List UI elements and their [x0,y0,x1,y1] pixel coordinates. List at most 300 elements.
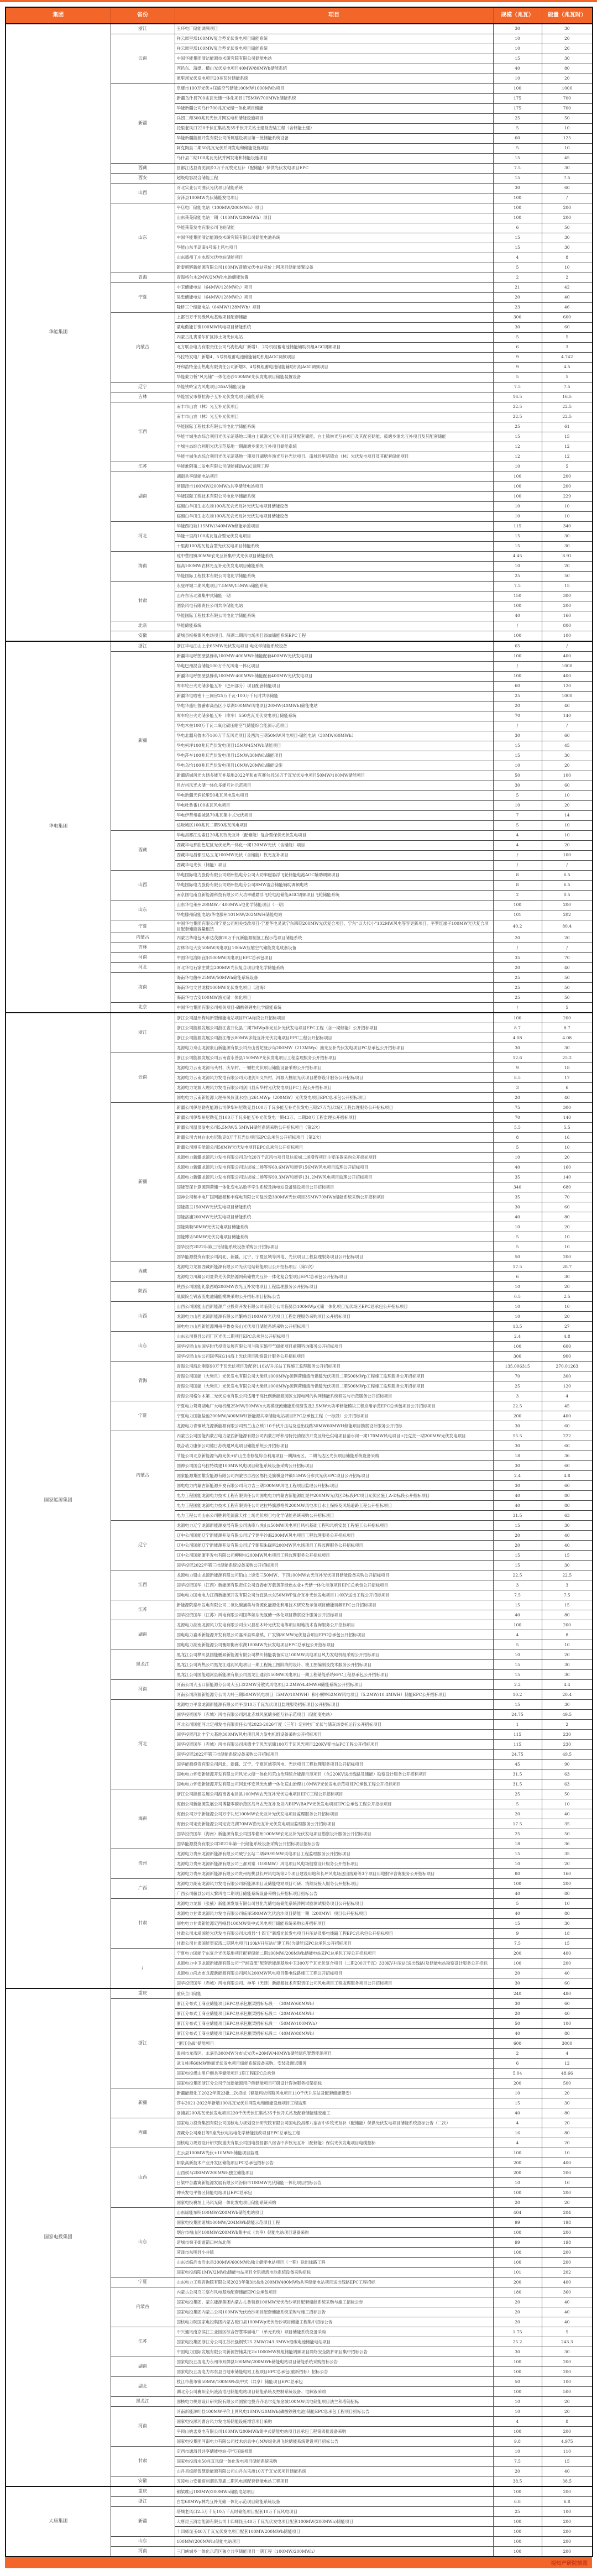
capacity-cell: 2.4 [493,1471,542,1481]
project-cell: 酒泉风电有限责任公司共享储能电站 [175,601,493,611]
project-cell: 国华投资河北丰宁大基地300MW风电项目风力发电机组设备采购公开招标项目 [175,1730,493,1740]
project-cell: 大唐昆玉清洁能源有限公司十四师昆玉40万千瓦光伏发电项目配套100MW(200MWh)储能项目 [175,2517,493,2527]
capacity-cell: 18 [493,1839,542,1849]
project-cell: 国家电投集团浙江分公司江苏长强钢铁25.2MW/243.3MWh铅碳电池储能电站项目 [175,2337,493,2347]
province-cell: 黑龙江 [111,2397,175,2407]
province-cell: 宁夏 [111,2277,175,2287]
energy-cell: 200 [542,1252,593,1262]
province-cell: 重庆 [111,2486,175,2497]
capacity-cell: 25 [493,993,542,1003]
project-cell: 湖南共享储能电站项目 [175,472,493,482]
capacity-cell: 200 [493,2277,542,2287]
capacity-cell: 22.5 [493,402,542,412]
energy-cell: 4.8 [542,1471,593,1481]
energy-cell: 60 [542,1441,593,1451]
project-cell: 浙江公司温州梅屿新型储能电站项目PCA标段公开招标项目 [175,1013,493,1023]
capacity-cell: 17.5 [493,1819,542,1829]
energy-cell: 300 [542,1103,593,1113]
project-cell: 山西侯马200MW200MWh独立储能项目 [175,2168,493,2178]
project-cell: 国家电投五凌电力祁东县白地市储能电站工程项目EPC总承包(重新招标）招标公告 [175,2367,493,2377]
capacity-cell: 15 [493,154,542,164]
energy-cell: 100 [542,771,593,781]
energy-cell: 200 [542,2486,593,2497]
energy-cell: 20 [542,562,593,572]
project-cell: 国华投资2022年第三批储能系统设备采购公开招标项目 [175,1242,493,1252]
energy-cell: 10 [542,1302,593,1312]
province-cell: 甘肃 [111,2447,175,2476]
energy-cell: 25.2 [542,1053,593,1063]
energy-cell: 400 [542,1411,593,1421]
energy-cell: 42 [542,283,593,293]
capacity-cell: 35 [493,1172,542,1182]
project-cell: 国电电力甘肃新能源定西岷县100MW集中式风电项目储能系统采购公开招标项目 [175,1919,493,1929]
project-cell: 山东省临沂市沂水县300MW/600MWh独立储能电站项目（一期）送出线路工程 [175,2258,493,2268]
project-cell: 国家电投五凌电力永州市双牌县100MW/200MWh储能电站项目储能系统采购招标公告 [175,2357,493,2367]
energy-cell: 8.7 [542,1023,593,1033]
project-cell: 华电昌都江达索日20兆瓦牧光互补（配储能）复合型保供光伏发电项目 [175,831,493,841]
province-cell: 山西 [111,184,175,203]
table-row [6,1988,593,1999]
energy-cell: 30 [542,542,593,552]
capacity-cell: 175 [493,104,542,114]
project-cell: 华能山东半岛南4号海上风电项目 [175,243,493,253]
energy-cell: 30 [542,233,593,243]
energy-cell: 80.4 [542,920,593,933]
energy-cell: 4.5 [542,363,593,373]
energy-cell: 50 [542,993,593,1003]
province-cell: 辽宁 [111,383,175,392]
energy-cell: 36 [542,1451,593,1461]
energy-cell: 38.5 [542,2476,593,2487]
energy-cell: 15 [542,1551,593,1561]
project-cell: 昌都江达县青泥洞乡3万千瓦牧光互补（配储能）保供光伏发电项目EPC [175,164,493,174]
capacity-cell: 24.75 [493,1750,542,1760]
capacity-cell: 3 [493,1391,542,1401]
energy-cell: 15 [542,1939,593,1949]
energy-cell: 20 [542,841,593,851]
energy-cell: 2.5 [542,1292,593,1302]
capacity-cell: 50 [493,1252,542,1262]
energy-cell: 60 [542,323,593,333]
project-cell: 蒙城县板桥集风电场项目、薛湖二期风电场项目添加储能系统EPC工程 [175,631,493,642]
province-cell: 西藏 [111,164,175,174]
project-cell: 三门峡城乡一体化示范区独立共享储能项目一期工程（100MW/200MWh） [175,2547,493,2557]
province-cell: 内蒙古 [111,1431,175,1521]
energy-cell: 80 [542,1610,593,1620]
energy-cell: 40 [542,2297,593,2307]
capacity-cell: 25 [493,1829,542,1839]
capacity-cell: 10 [493,1222,542,1232]
capacity-cell: 100 [493,84,542,94]
energy-cell: 200 [542,2168,593,2178]
project-cell: 临湘白羊田生态农场100兆瓦农光互补光伏发电项目储能设备 [175,502,493,512]
capacity-cell: 2.4 [493,1332,542,1342]
energy-cell: 40 [542,2307,593,2317]
capacity-cell: 10 [493,2447,542,2457]
storage-projects-table-wrap [5,7,592,2557]
capacity-cell: 20 [493,1968,542,1978]
capacity-cell: 10 [493,2178,542,2188]
project-cell: 国电电力国电电力江西新能源开发有限公司分宜县水东50MWP复合互补光伏发电项目110KV送出工程公开招标项目 [175,1590,493,1600]
energy-cell: 200 [542,2228,593,2238]
capacity-cell: 10 [493,1153,542,1163]
header-province: 省份 [111,7,175,24]
project-cell: 青海公司海北刚察90万千瓦光伏项目及配套110kV升压站工程施工监理服务公开招标项目 [175,1362,493,1371]
project-cell: 国神公司和丰电厂国网能源和丰煤电有限公司复改造300MW光伏项目35MW70MWh储能系统采购公开招标项目 [175,1192,493,1202]
capacity-cell: 30 [493,2347,542,2357]
project-cell: 龙源电力湖南龙源风力发电有限公司永兴县柏木岭光伏发电等项目用地技术咨询服务公开招标项目 [175,1620,493,1630]
capacity-cell: 100 [493,2367,542,2377]
province-cell: 重庆 [111,1988,175,1999]
project-cell: 龙源电力新疆龙源风力发电有限公司乌恰20万千瓦风电项目及达坂城二场增容项目主变压器采购公开招标项目 [175,1153,493,1163]
capacity-cell: 20 [493,293,542,303]
capacity-cell: 20 [493,1809,542,1819]
project-cell: 左云县100MW光伏+10MWh储能项目监理 [175,2148,493,2158]
energy-cell: 10 [542,2148,593,2158]
capacity-cell: 22.5 [493,412,542,422]
energy-cell: 4.4 [542,1680,593,1690]
capacity-cell: 24.75 [493,1710,542,1720]
capacity-cell: 30 [493,731,542,741]
project-cell: 国华投资国华（赤城）风电有限公司河北赤城风氢储多能互补示范项目（储能变电站） [175,1710,493,1720]
energy-cell: 110 [542,2447,593,2457]
capacity-cell: 40 [493,64,542,74]
energy-cell: 200 [542,2248,593,2258]
project-cell: 山东德州丁庄水库光伏电站储能项目 [175,253,493,263]
energy-cell: 61 [542,422,593,432]
energy-cell: 100 [542,2377,593,2387]
capacity-cell: 10 [493,2407,542,2417]
province-cell: 内蒙古 [111,2287,175,2327]
energy-cell: 200 [542,213,593,223]
energy-cell: 202 [542,2268,593,2277]
energy-cell: 10 [542,1143,593,1153]
energy-cell: / [542,641,593,652]
energy-cell: 30 [542,1043,593,1053]
province-cell: 内蒙古 [111,313,175,383]
project-cell: 永登坪城二期风电项目7.5MW/15MWh储能系统 [175,582,493,591]
capacity-cell: 8 [493,871,542,881]
project-cell: 新疆能源化工2022年第23批二次招标（额敏玛依塔斯风电项目110千伏升压站及配套储能建安） [175,2088,493,2098]
province-cell: 甘肃 [111,582,175,621]
capacity-cell: 5 [493,821,542,831]
project-cell: 阳泉高新技术产业开发区储能项目PC总承包招标公告 [175,2158,493,2168]
energy-cell: 3 [542,1580,593,1590]
capacity-cell: 15 [493,741,542,751]
capacity-cell: 40 [493,1212,542,1222]
capacity-cell: 115 [493,1740,542,1750]
project-cell: 南丰市山农（林）光互补光伏项目 [175,402,493,412]
energy-cell: 35 [542,1849,593,1859]
capacity-cell: 10 [493,1312,542,1322]
energy-cell: 100 [542,851,593,861]
capacity-cell: 5.5 [493,1123,542,1133]
project-cell: 浙江分布式工商业储能项目EPC总承包框架招标标段二（20MW/40MWh） [175,2009,493,2019]
province-cell: 新疆 [111,2088,175,2118]
capacity-cell: 40 [493,1610,542,1620]
province-cell: 青海 [111,1362,175,1401]
project-cell: 浙江公司能源发展公司云南省永善县150MWP光伏发电项目工程监理服务公开招标项目 [175,1053,493,1063]
project-cell: 龙源电力中卫龙源新能源有限公司“宁湘直流”配套新能源基地中卫300万千瓦光伏复合项目（二期200万千瓦）330KV升压站(送出线路)及储能电站勘察设计服务公开招标 [175,1959,493,1968]
energy-cell: 300 [542,591,593,601]
project-cell: 库车轮台火光储多能互补（库车）550兆瓦光伏发电项目储能系统 [175,711,493,721]
capacity-cell: 20 [493,2307,542,2317]
group-cell: 华电集团 [6,641,111,1013]
energy-cell: 15 [542,1600,593,1610]
capacity-cell: / [493,662,542,672]
energy-cell: 20 [542,1222,593,1232]
project-cell: 华电乌恰100兆瓦光伏发电项目10MW/20MWh储能设施 [175,761,493,771]
energy-cell: 10 [542,1799,593,1809]
energy-cell: 22.5 [542,1570,593,1580]
energy-cell: 30 [542,1670,593,1680]
capacity-cell: 18 [493,1451,542,1461]
project-cell: 龙源电力山西龙源新能源有限公司繁峙县100MW光伏项目工程监理服务采购项目公开招标项目 [175,1312,493,1322]
energy-cell: 10 [542,791,593,801]
capacity-cell: 15 [493,1521,542,1531]
energy-cell: 200 [542,1879,593,1889]
project-cell: 兵团二师300兆瓦光伏并网发电和储能设施项目 [175,114,493,124]
capacity-cell: 2 [493,891,542,900]
project-cell: 华电滕州储能电站/华电滕州101MW/202MWH储能电站 [175,910,493,920]
project-cell: 河南公司大玉口新能源分公司大玉口22MW分散式风电项目2.2MW/4.4MWH储能系统公开招标项目 [175,1680,493,1690]
project-cell: 浙江分布式工商业储能项目EPC总承包框架招标标段二（40MW/80MWh） [175,2029,493,2039]
capacity-cell: 31.5 [493,1511,542,1521]
province-cell: 北京 [111,1003,175,1013]
energy-cell: 200 [542,203,593,213]
energy-cell: 40 [542,2009,593,2019]
capacity-cell: 1.75 [493,2327,542,2337]
capacity-cell: 100 [493,472,542,482]
project-cell: 中国华电集团有限公司相关项目-磷酸铁锂电化学储能系统 [175,1003,493,1013]
energy-cell: 5 [542,333,593,343]
energy-cell: 4.742 [542,353,593,363]
capacity-cell: 75 [493,1103,542,1113]
project-cell: 华电新疆天润托里50兆瓦风电发电项目 [175,791,493,801]
energy-cell: 2 [542,1720,593,1730]
capacity-cell: 70 [493,1113,542,1123]
energy-cell: 60 [542,731,593,741]
energy-cell: 120 [542,1381,593,1391]
energy-cell: 3000 [542,2039,593,2049]
project-cell: 国家电投海阳1MW/2MWh储能电站项目全钒液流电池系统设备采购招标 [175,2268,493,2277]
capacity-cell: 10 [493,801,542,811]
project-cell: 新疆公司博乐能源公司50MW光伏发电项目EPC总承包公开招标项目 [175,1143,493,1153]
energy-cell: 16 [542,1133,593,1143]
energy-cell: 100 [542,2507,593,2517]
project-cell: 国家电投漯河曹台风力发电场储能设施增容项目采购 [175,2417,493,2427]
capacity-cell: 100 [493,631,542,642]
energy-cell: 100 [542,2019,593,2029]
project-cell: 国能洛浦200MW光伏发电项目储能系统 [175,1212,493,1222]
project-cell: 龙源电力贵州龙源新能源有限公司威宁幺站二期49.95MW风电项目工程监理服务公开招标项目 [175,1849,493,1859]
capacity-cell: 6 [493,343,542,353]
project-cell: 阜康市100万光伏+压缩空气储能100MW1000MWh项目 [175,84,493,94]
capacity-cell: 22.5 [493,1570,542,1580]
energy-cell: 49.5 [542,1750,593,1760]
project-cell: 山东莱芜储能电站一期（100MW/200MWh）项目 [175,213,493,223]
capacity-cell: 25.2 [493,2337,542,2347]
province-cell: 北京 [111,621,175,631]
capacity-cell: 35 [493,1192,542,1202]
capacity-cell: 7.5 [493,383,542,392]
energy-cell: 10 [542,1242,593,1252]
capacity-cell: 15 [493,1670,542,1680]
energy-cell: 60 [542,781,593,791]
project-cell: 临湘白羊田生态农场100兆瓦农光互补光伏发电项目储能设备 [175,512,493,522]
capacity-cell: 20 [493,2297,542,2307]
capacity-cell: 8 [493,881,542,891]
energy-cell: 600 [542,313,593,323]
project-cell: 华能新疆公司乌什700兆瓦光储一体化项目储能 [175,104,493,114]
energy-cell: 270.01263 [542,1362,593,1371]
project-cell: 国电电力湖南新能源公司衡阳衡南东湖100MW光伏发电项目EPC总承包公开招标项目 [175,1640,493,1650]
project-cell: 西藏华电那曲色尼区光伏光热一体化一期120MW光伏（含储能）项目 [175,841,493,851]
energy-cell: 4 [542,2049,593,2059]
capacity-cell: 7.5 [493,1939,542,1949]
capacity-cell: 40.2 [493,920,542,933]
energy-cell: 60 [542,1481,593,1491]
top-accent-strip [0,0,597,2]
project-cell: 华电莎车100兆瓦光伏发电项目15MW/30MWh储能项目 [175,751,493,761]
project-cell: 国家电投煤山用户侧共享储能项目1期工程EPC总承包 [175,2069,493,2078]
capacity-cell: / [493,861,542,871]
energy-cell: 40 [542,701,593,711]
project-cell: 100MW(200MWh)储能电站项目 [175,2537,493,2547]
energy-cell: 200 [542,482,593,492]
project-cell: 海南公司定安新能源公司定安龙湖70MW渔光互补光伏发电项目监理服务公开招标项目 [175,1819,493,1829]
project-cell: 新能源院泰州发电有限公司二氧化碳捕集与资源化能源化利用技术研究及示范项目储能调频EPC公开招标项目 [175,1600,493,1610]
energy-cell: 20 [542,1650,593,1660]
header-group: 集团 [6,7,111,24]
energy-cell: 22.5 [542,402,593,412]
capacity-cell: / [493,621,542,631]
project-cell: 华电华盛吐鲁番市高昌区小草湖100MW风电项目20MW(40MWh)储能电站 [175,701,493,711]
energy-cell: 80 [542,1501,593,1511]
project-cell: 国华能源投资有限公司河北、新疆、辽宁、宁夏区域等风电、光伏项目工程监理服务项目公开招标项目 [175,1760,493,1769]
energy-cell: 20 [542,44,593,54]
project-cell: 新疆华电呼图壁县蜂巢100MW-400MWh储能配套400MW光伏发电项目 [175,672,493,682]
energy-cell: 80 [542,1491,593,1501]
capacity-cell: 38.5 [493,2476,542,2487]
energy-cell: 200 [542,472,593,482]
energy-cell: 1000 [542,84,593,94]
energy-cell: 46 [542,303,593,313]
capacity-cell: 30 [493,1441,542,1451]
province-cell: 新疆 [111,652,175,831]
project-cell: 青海公司国能（大柴旦）光伏发电有限公司大柴旦1000MWp源网荷储清洁供暖光伏项目二期500MWp工程施工监理服务公开招标项目 [175,1371,493,1381]
header-energy: 能量（兆瓦时） [542,7,593,24]
province-cell: 河北 [111,1700,175,1789]
province-cell: 海南 [111,1789,175,1849]
energy-cell: 60 [542,1461,593,1471]
capacity-cell: 25 [493,692,542,701]
project-cell: 国华投资国华（赤城）风电有限公司承德丰宁风光氢储100万千瓦风光项目220KV变电站PC工程公开招标项目 [175,1740,493,1750]
project-cell: 河北公司国能河北定州发电有限责任公司2023-2026年度（三年）定州电厂光伏与储灰场委托运行公开招标项目 [175,1720,493,1730]
province-cell: 宁夏 [111,920,175,933]
energy-cell: 60 [542,184,593,193]
header-project: 项目 [175,7,493,24]
energy-cell: 120 [542,682,593,692]
province-cell: 山东 [111,2208,175,2277]
project-cell: 内蒙古华电包头市达茂旗20万千瓦新能源制氢工程示范项目储能系统 [175,933,493,943]
project-cell: 国家电投集团内蒙古公司100MW光伏治沙项目配套储能系统采购与施工招标公告 [175,2307,493,2317]
capacity-cell: 101 [493,2268,542,2277]
province-cell: 浙江 [111,2497,175,2507]
capacity-cell: 10 [493,44,542,54]
project-cell: 华电柯坪100兆瓦光伏发电项目15MW45MWh储能项目 [175,741,493,751]
header-row [6,7,593,24]
energy-cell: 45 [542,741,593,751]
group-cell: 国家电投集团 [6,1988,111,2486]
capacity-cell: 15 [493,1919,542,1929]
energy-cell: 1000 [542,692,593,701]
energy-cell: 5 [542,462,593,472]
project-cell: 青海公司国能（大柴旦）光伏发电有限公司大柴旦1000MWp源网荷储清洁供暖光伏项目二期500MWp工程施工监理服务公开招标项目 [175,1381,493,1391]
capacity-cell: 45 [493,1760,542,1769]
energy-cell: 125 [542,134,593,144]
project-cell: 丰城生态综合利用光伏示范基地一期湖塘乡渔光互补项目储能系统 [175,442,493,452]
project-cell: 国华能源投资有限公司2022年第一批储能系统设备采购公开招标项目招标公告 [175,1839,493,1849]
project-cell: 重庆合川储能 [175,1988,493,1999]
project-cell: 内蒙古公司国能内蒙古电力蒙西新能源有限公司内蒙古呼和浩特托清经济开发区绿色供电项目清水河一期170MW风电项目+托克托一期200MW光伏发电项目 [175,1431,493,1441]
energy-cell: 10 [542,124,593,134]
project-cell: 祥云犀里坝100MW复合型光伏发电项目储能系统 [175,34,493,44]
energy-cell: 30 [542,54,593,64]
capacity-cell: 15 [493,1660,542,1670]
capacity-cell: 20 [493,2317,542,2327]
capacity-cell: 6 [493,223,542,233]
project-cell: 龙源电力川藏公司夏荣光伏供热源网荷储牧光互补一体化复合型项目EPC总承包公开招标项目 [175,1272,493,1282]
province-cell: 河南 [111,2547,175,2557]
energy-cell: 400 [542,2277,593,2287]
table-row [6,2486,593,2497]
energy-cell: 50 [542,223,593,233]
project-cell: 中兴通讯南京滨江工业园区综合智慧零碳电厂（单元系统）项目储能系统设备采购 [175,2327,493,2337]
capacity-cell: 7 [493,811,542,821]
project-cell: 龙源电力平泉龙源新能源有限公司平泉10万千瓦光伏项目监理服务招标项目公开招标项目 [175,1700,493,1710]
project-cell: 昌吉州风光火储一体化多能互补示范项目 [175,781,493,791]
capacity-cell: 5 [493,373,542,383]
province-cell: 新疆 [111,2507,175,2537]
province-cell: 西安 [111,174,175,184]
project-cell: 国家电投集团浙江分公司宁波新能源用户侧储能项目可研设计咨询服务框架招标 [175,2078,493,2088]
energy-cell: 6.8 [542,2497,593,2507]
energy-cell: 200 [542,2537,593,2547]
capacity-cell: 22.5 [493,1401,542,1411]
energy-cell: 40 [542,1541,593,1551]
project-cell: 华能莱芜发电有限公司飞轮储能 [175,223,493,233]
project-cell: 浙江分布式工商业储能项目EPC总承包框架招标标段一（30MW/60MWh） [175,1999,493,2009]
province-cell: 新疆 [111,84,175,164]
project-cell: 华能雷安市蔡拉海子互补光伏发电项目储能系统 [175,392,493,402]
capacity-cell: 100 [493,2148,542,2158]
capacity-cell: 40 [493,2108,542,2118]
capacity-cell: 10 [493,74,542,84]
project-cell: 新疆公司温泉发电公司5.5MW/5.5MWH储能系统采购公开招标项目（第2次） [175,1123,493,1133]
project-cell: 新疆公司吉林台水电尼勒克8万千瓦光伏项目EPC总承包公开招标项目（第2次） [175,1133,493,1143]
project-cell: 西邑东、蒲缥、横山光伏发电项目40MW/80MWh储能系统 [175,64,493,74]
capacity-cell: 100 [493,652,542,662]
project-cell: 临高100MW农林光互补光伏发电项目储能系统 [175,562,493,572]
project-cell: 国电电力内蒙古新能源开发有限公司乌力吉三期100MW风电工程项目监理公开招标项目 [175,1481,493,1491]
project-cell: 犀里坝光伏发电项目20兆瓦时储能系统 [175,74,493,84]
energy-cell: 3 [542,343,593,353]
capacity-cell: 10 [493,562,542,572]
capacity-cell: 16 [493,2128,542,2138]
capacity-cell: 30 [493,1999,542,2009]
project-cell: 浙江公司能源发展公司海南省屯昌县100MW农光互补光伏发电项目EPC工程公开招标项目 [175,1789,493,1799]
